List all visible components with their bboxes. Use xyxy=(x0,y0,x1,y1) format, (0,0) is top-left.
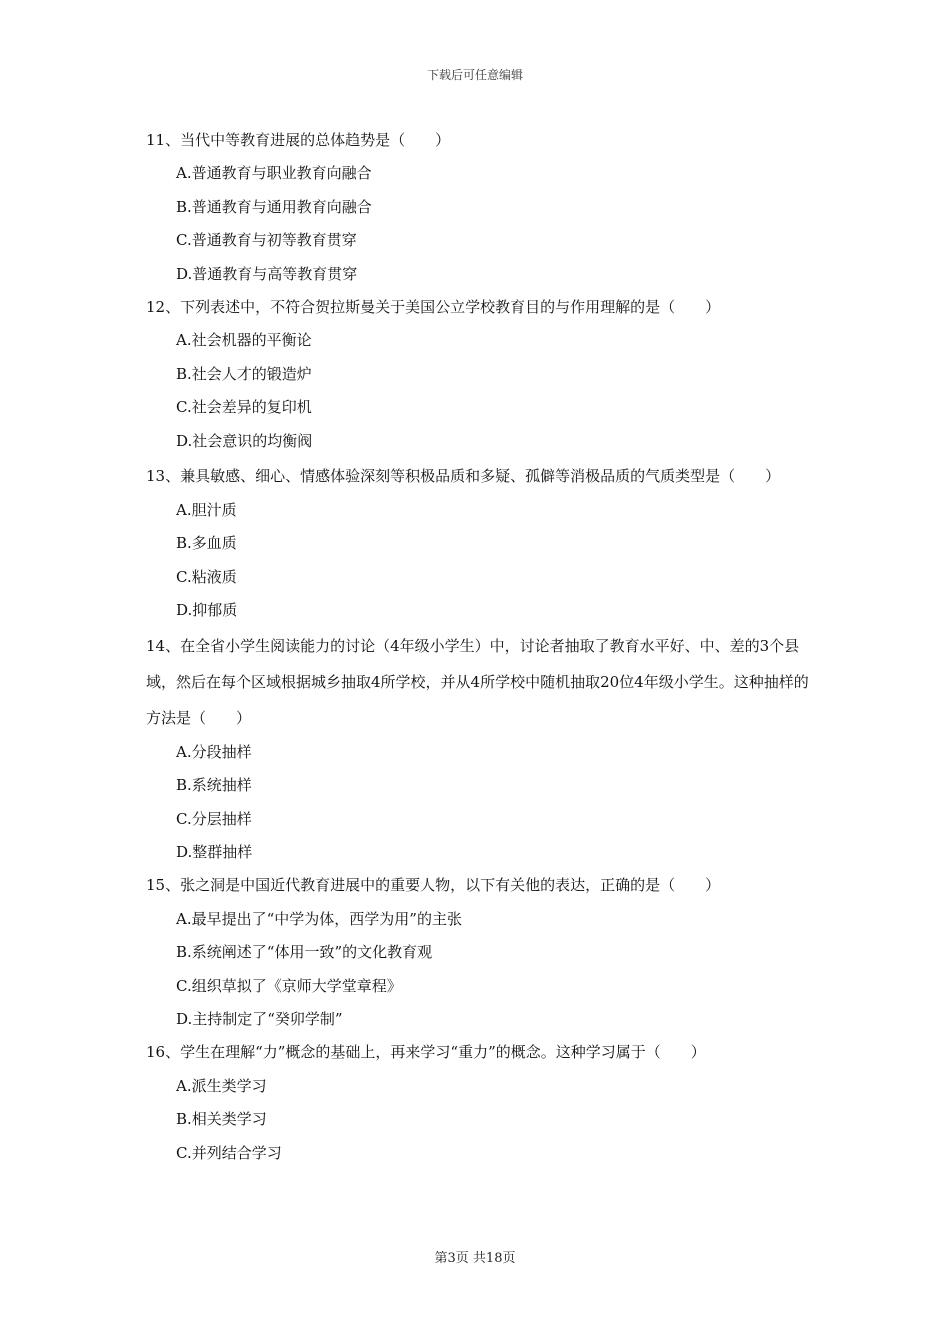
option-d: D.抑郁质 xyxy=(176,601,238,620)
question-12 xyxy=(146,291,814,458)
option-a: A.派生类学习 xyxy=(176,1076,267,1095)
question-16 xyxy=(146,1036,814,1170)
question-13 xyxy=(146,458,814,628)
option-d: D.主持制定了“癸卯学制” xyxy=(176,1009,343,1028)
option-d: D.整群抽样 xyxy=(176,842,253,861)
question-11 xyxy=(146,124,814,291)
option-b: B.系统抽样 xyxy=(176,776,252,795)
option-c: C.粘液质 xyxy=(176,567,237,586)
option-c: C.组织草拟了《京师大学堂章程》 xyxy=(176,976,402,995)
question-stem: 11、当代中等教育进展的总体趋势是（ ） xyxy=(146,131,451,149)
option-b: B.系统阐述了“体用一致”的文化教育观 xyxy=(176,943,433,962)
question-stem: 16、学生在理解“力”概念的基础上，再来学习“重力”的概念。这种学习属于（ ） xyxy=(146,1043,706,1062)
option-c: C.并列结合学习 xyxy=(176,1143,282,1162)
question-stem: 12、下列表述中，不符合贺拉斯曼关于美国公立学校教育目的与作用理解的是（ ） xyxy=(146,298,721,317)
question-14 xyxy=(146,628,814,870)
option-b: B.普通教育与通用教育向融合 xyxy=(176,197,372,216)
option-c: C.普通教育与初等教育贯穿 xyxy=(176,231,357,250)
option-a: A.社会机器的平衡论 xyxy=(176,331,312,350)
page-header: 下载后可任意编辑 xyxy=(426,68,523,82)
option-a: A.普通教育与职业教育向融合 xyxy=(176,164,372,183)
option-a: A.最早提出了“中学为体，西学为用”的主张 xyxy=(176,909,462,928)
option-a: A.胆汁质 xyxy=(176,501,237,520)
option-d: D.社会意识的均衡阀 xyxy=(176,431,313,450)
question-list xyxy=(146,124,814,1170)
option-c: C.社会差异的复印机 xyxy=(176,398,312,417)
question-stem: 14、在全省小学生阅读能力的讨论（4年级小学生）中，讨论者抽取了教育水平好、中、差的3个县域，然后在每个区域根据城乡抽取4所学校，并从4所学校中随机抽取20位4年级小学生。这种抽样的方法是（ ） xyxy=(146,636,809,727)
option-c: C.分层抽样 xyxy=(176,809,252,828)
option-a: A.分段抽样 xyxy=(176,742,252,761)
option-b: B.社会人才的锻造炉 xyxy=(176,364,312,383)
option-d: D.普通教育与高等教育贯穿 xyxy=(176,264,358,283)
option-b: B.多血质 xyxy=(176,534,237,553)
question-stem: 13、兼具敏感、细心、情感体验深刻等积极品质和多疑、孤僻等消极品质的气质类型是（ ） xyxy=(146,467,781,486)
option-b: B.相关类学习 xyxy=(176,1110,267,1129)
question-15 xyxy=(146,869,814,1036)
page-number: 第3页 共18页 xyxy=(434,1251,516,1266)
question-stem: 15、张之洞是中国近代教育进展中的重要人物，以下有关他的表达，正确的是（ ） xyxy=(146,876,721,895)
